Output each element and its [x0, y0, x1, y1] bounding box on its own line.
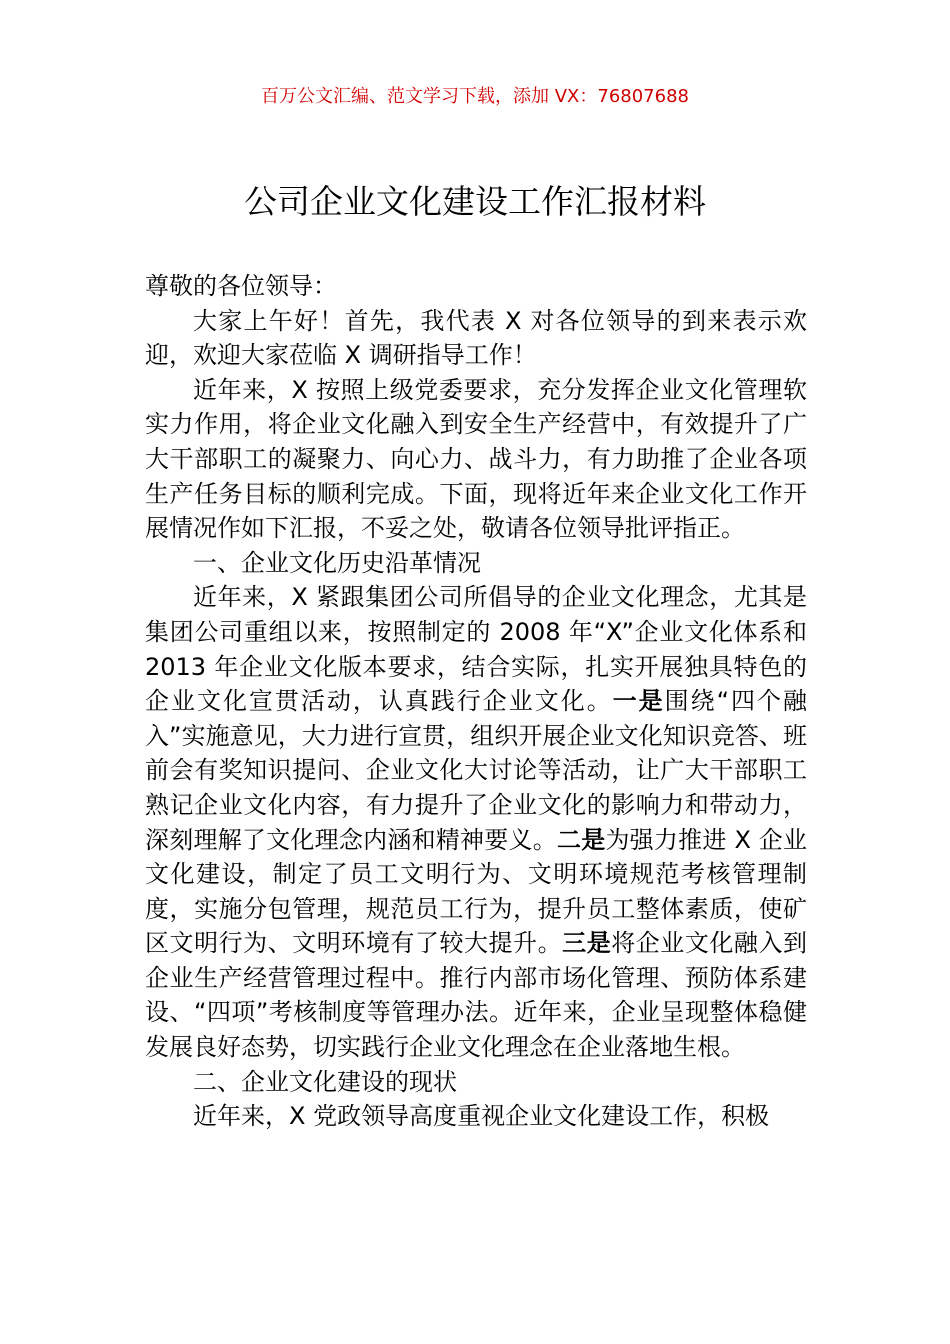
point-one-label: 一是	[612, 687, 665, 716]
document-title: 公司企业文化建设工作汇报材料	[244, 182, 706, 221]
history-intro: 近年来，X 紧跟集团公司所倡导的企业文化理念，尤其是集团公司重组以来，按照制定的 2008 年“X”企业文化体系和 2013 年企业文化版本要求，结合实际，扎实开展独具特色的企业文化宣贯活动，认真践行企业文化。	[145, 583, 807, 716]
point-two-text: 为强力推进 X 企业文化建设，制定了员工文明行为、文明环境规范考核管理制度，实施分包管理，规范员工行为，提升员工整体素质，使矿区文明行为、文明环境有了较大提升。	[145, 825, 808, 958]
paragraph-intro: 近年来，X 按照上级党委要求，充分发挥企业文化管理软实力作用，将企业文化融入到安全生产经营中，有效提升了广大干部职工的凝聚力、向心力、战斗力，有力助推了企业各项生产任务目标的顺利完成。下面，现将近年来企业文化工作开展情况作如下汇报，不妥之处，敬请各位领导批评指正。	[145, 375, 807, 543]
section-heading-status: 二、企业文化建设的现状	[193, 1067, 457, 1096]
section-heading-history: 一、企业文化历史沿革情况	[193, 548, 481, 577]
document-body	[145, 269, 807, 1134]
paragraph-history	[145, 580, 807, 1064]
salutation: 尊敬的各位领导：	[145, 272, 337, 300]
header-note: 百万公文汇编、范文学习下载，添加 VX：76807688	[261, 86, 689, 107]
point-one-text: 围绕“四个融入”实施意见，大力进行宣贯，组织开展企业文化知识竞答、班前会有奖知识提问、企业文化大讨论等活动，让广大干部职工熟记企业文化内容，有力提升了企业文化的影响力和带动力，深刻理解了文化理念内涵和精神要义。	[145, 687, 808, 854]
paragraph-status: 近年来，X 党政领导高度重视企业文化建设工作，积极	[193, 1102, 770, 1131]
point-three-label: 三是	[562, 929, 612, 958]
paragraph-greeting: 大家上午好！首先，我代表 X 对各位领导的到来表示欢迎，欢迎大家莅临 X 调研指导工作！	[145, 306, 807, 370]
point-two-label: 二是	[556, 825, 606, 854]
point-three-text: 将企业文化融入到企业生产经营管理过程中。推行内部市场化管理、预防体系建设、“四项”考核制度等管理办法。近年来，企业呈现整体稳健发展良好态势，切实践行企业文化理念在企业落地生根。	[145, 929, 808, 1062]
